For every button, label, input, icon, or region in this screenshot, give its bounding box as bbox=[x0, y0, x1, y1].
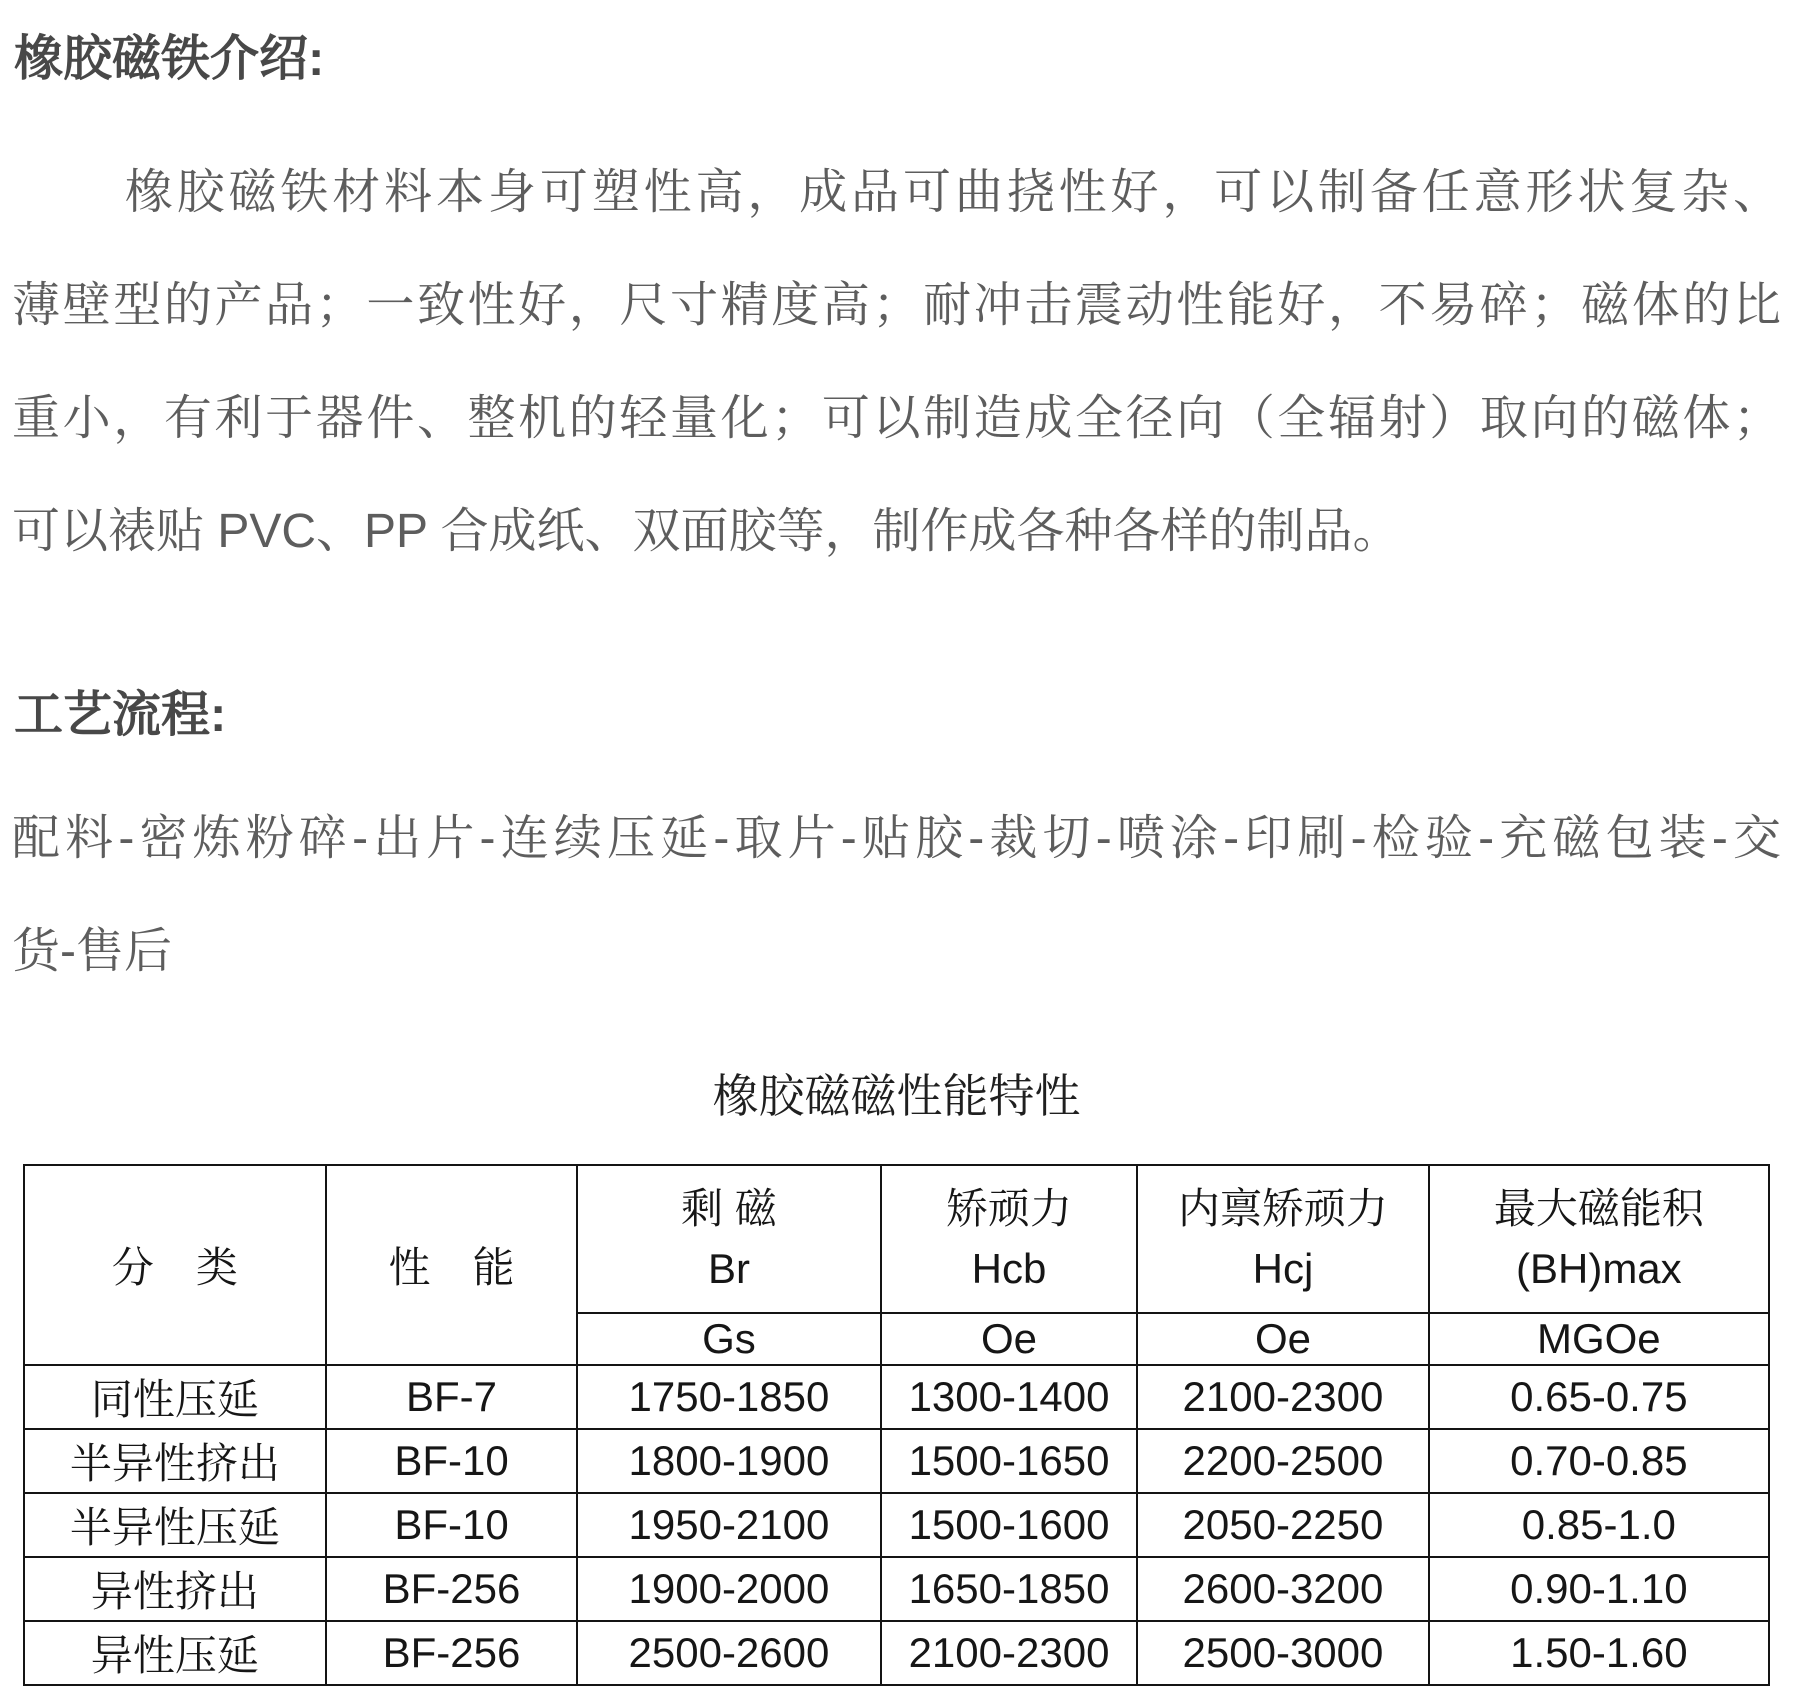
header-bhmax-name: 最大磁能积 bbox=[1493, 1185, 1704, 1233]
table-row bbox=[24, 1557, 1769, 1621]
header-category: 分 类 bbox=[24, 1165, 326, 1365]
cell-bhmax: 0.65-0.75 bbox=[1429, 1365, 1769, 1429]
cell-category: 异性压延 bbox=[24, 1621, 326, 1685]
table-title: 橡胶磁磁性能特性 bbox=[712, 1070, 1081, 1123]
cell-hcj: 2500-3000 bbox=[1137, 1621, 1428, 1685]
header-performance: 性 能 bbox=[326, 1165, 577, 1365]
cell-category: 半异性挤出 bbox=[24, 1429, 326, 1493]
cell-bhmax: 0.85-1.0 bbox=[1429, 1493, 1769, 1557]
unit-br: Gs bbox=[577, 1313, 881, 1365]
cell-hcj: 2600-3200 bbox=[1137, 1557, 1428, 1621]
cell-hcj: 2100-2300 bbox=[1137, 1365, 1428, 1429]
unit-hcb: Oe bbox=[881, 1313, 1138, 1365]
cell-hcb: 1500-1650 bbox=[881, 1429, 1138, 1493]
cell-hcb: 2100-2300 bbox=[881, 1621, 1138, 1685]
process-paragraph-line: 货-售后 bbox=[12, 925, 172, 979]
intro-paragraph-line: 重小，有利于器件、整机的轻量化；可以制造成全径向（全辐射）取向的磁体； bbox=[12, 392, 1781, 446]
header-bhmax bbox=[1429, 1165, 1769, 1313]
intro-paragraph-line: 可以裱贴 PVC、PP 合成纸、双面胶等，制作成各种各样的制品。 bbox=[12, 505, 1401, 559]
cell-br: 1800-1900 bbox=[577, 1429, 881, 1493]
cell-category: 半异性压延 bbox=[24, 1493, 326, 1557]
cell-hcb: 1300-1400 bbox=[881, 1365, 1138, 1429]
header-hcj bbox=[1137, 1165, 1428, 1313]
header-br bbox=[577, 1165, 881, 1313]
header-hcb-name: 矫顽力 bbox=[946, 1185, 1073, 1233]
header-bhmax-symbol: (BH)max bbox=[1516, 1245, 1682, 1293]
intro-paragraph-line: 薄壁型的产品；一致性好，尺寸精度高；耐冲击震动性能好，不易碎；磁体的比 bbox=[12, 279, 1781, 333]
intro-heading: 橡胶磁铁介绍: bbox=[14, 32, 325, 86]
cell-br: 1750-1850 bbox=[577, 1365, 881, 1429]
header-hcj-symbol: Hcj bbox=[1252, 1245, 1314, 1293]
unit-bhmax: MGOe bbox=[1429, 1313, 1769, 1365]
process-heading: 工艺流程: bbox=[14, 688, 227, 743]
process-paragraph bbox=[12, 782, 1781, 1008]
cell-grade: BF-256 bbox=[326, 1621, 577, 1685]
cell-grade: BF-256 bbox=[326, 1557, 577, 1621]
magnetic-properties-table bbox=[23, 1164, 1770, 1686]
table-row bbox=[24, 1621, 1769, 1685]
process-paragraph-line: 配料-密炼粉碎-出片-连续压延-取片-贴胶-裁切-喷涂-印刷-检验-充磁包装-交 bbox=[12, 812, 1781, 866]
cell-br: 2500-2600 bbox=[577, 1621, 881, 1685]
cell-grade: BF-10 bbox=[326, 1493, 577, 1557]
unit-hcj: Oe bbox=[1137, 1313, 1428, 1365]
header-hcj-name: 内禀矫顽力 bbox=[1177, 1185, 1388, 1233]
header-br-name: 剩 磁 bbox=[681, 1185, 777, 1233]
intro-paragraph bbox=[12, 136, 1781, 588]
table-row bbox=[24, 1365, 1769, 1429]
header-br-symbol: Br bbox=[707, 1245, 750, 1293]
cell-bhmax: 1.50-1.60 bbox=[1429, 1621, 1769, 1685]
header-hcb-symbol: Hcb bbox=[971, 1245, 1047, 1293]
table-row bbox=[24, 1493, 1769, 1557]
cell-category: 同性压延 bbox=[24, 1365, 326, 1429]
cell-hcb: 1650-1850 bbox=[881, 1557, 1138, 1621]
table-header-row bbox=[24, 1165, 1769, 1313]
cell-hcj: 2050-2250 bbox=[1137, 1493, 1428, 1557]
intro-paragraph-line: 橡胶磁铁材料本身可塑性高，成品可曲挠性好，可以制备任意形状复杂、 bbox=[124, 166, 1781, 220]
cell-category: 异性挤出 bbox=[24, 1557, 326, 1621]
cell-grade: BF-7 bbox=[326, 1365, 577, 1429]
table-row bbox=[24, 1429, 1769, 1493]
cell-bhmax: 0.70-0.85 bbox=[1429, 1429, 1769, 1493]
cell-br: 1950-2100 bbox=[577, 1493, 881, 1557]
cell-bhmax: 0.90-1.10 bbox=[1429, 1557, 1769, 1621]
cell-hcj: 2200-2500 bbox=[1137, 1429, 1428, 1493]
cell-br: 1900-2000 bbox=[577, 1557, 881, 1621]
cell-grade: BF-10 bbox=[326, 1429, 577, 1493]
header-hcb bbox=[881, 1165, 1138, 1313]
cell-hcb: 1500-1600 bbox=[881, 1493, 1138, 1557]
